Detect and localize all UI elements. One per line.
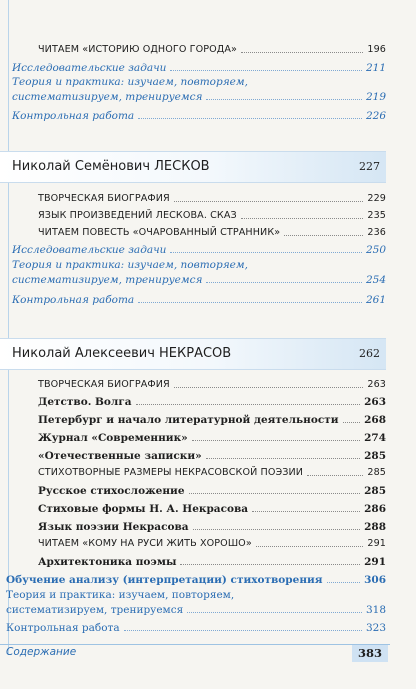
toc-entry[interactable]: Стиховые формы Н. А. Некрасова 286 xyxy=(38,503,386,515)
toc-entry[interactable]: Архитектоника поэмы 291 xyxy=(38,556,386,568)
toc-entry[interactable]: ЧИТАЕМ «КОМУ НА РУСИ ЖИТЬ ХОРОШО» 291 xyxy=(38,538,386,549)
footer-label: Содержание xyxy=(6,646,77,658)
toc-entry[interactable]: ЯЗЫК ПРОИЗВЕДЕНИЙ ЛЕСКОВА. СКАЗ 235 xyxy=(38,210,386,221)
toc-entry[interactable]: Обучение анализу (интерпретации) стихотворения 306 xyxy=(6,574,386,586)
toc-entry[interactable]: Теория и практика: изучаем, повторяем, систематизируем, тренируемся 318 xyxy=(6,589,386,616)
toc-entry[interactable]: Русское стихосложение 285 xyxy=(38,485,386,497)
page-footer xyxy=(0,644,390,663)
toc-entry[interactable]: Контрольная работа 226 xyxy=(12,110,386,122)
toc-entry[interactable]: ЧИТАЕМ «ИСТОРИЮ ОДНОГО ГОРОДА» 196 xyxy=(38,44,386,55)
toc-entry[interactable]: Петербург и начало литературной деятельности 268 xyxy=(38,414,386,426)
toc-entry[interactable]: ЧИТАЕМ ПОВЕСТЬ «ОЧАРОВАННЫЙ СТРАННИК» 236 xyxy=(38,227,386,238)
toc-entry[interactable]: Журнал «Современник» 274 xyxy=(38,432,386,444)
toc-entry[interactable]: ТВОРЧЕСКАЯ БИОГРАФИЯ 263 xyxy=(38,379,386,390)
page-number: 383 xyxy=(352,645,388,662)
toc-entry[interactable]: ТВОРЧЕСКАЯ БИОГРАФИЯ 229 xyxy=(38,193,386,204)
toc-entry[interactable]: СТИХОТВОРНЫЕ РАЗМЕРЫ НЕКРАСОВСКОЙ ПОЭЗИИ 285 xyxy=(38,467,386,478)
toc-entry[interactable]: Контрольная работа 323 xyxy=(6,622,386,634)
margin-rule xyxy=(8,0,9,655)
toc-entry[interactable]: Теория и практика: изучаем, повторяем, систематизируем, тренируемся 254 xyxy=(12,259,386,286)
chapter-header-leskov[interactable]: Николай Семёнович ЛЕСКОВ 227 xyxy=(0,151,386,183)
toc-entry[interactable]: Исследовательские задачи 211 xyxy=(12,62,386,74)
toc-entry[interactable]: «Отечественные записки» 285 xyxy=(38,450,386,462)
toc-entry[interactable]: Контрольная работа 261 xyxy=(12,294,386,306)
toc-entry[interactable]: Язык поэзии Некрасова 288 xyxy=(38,521,386,533)
chapter-header-nekrasov[interactable]: Николай Алексеевич НЕКРАСОВ 262 xyxy=(0,338,386,370)
toc-entry[interactable]: Исследовательские задачи 250 xyxy=(12,244,386,256)
toc-entry[interactable]: Теория и практика: изучаем, повторяем, систематизируем, тренируемся 219 xyxy=(12,76,386,103)
toc-entry[interactable]: Детство. Волга 263 xyxy=(38,396,386,408)
